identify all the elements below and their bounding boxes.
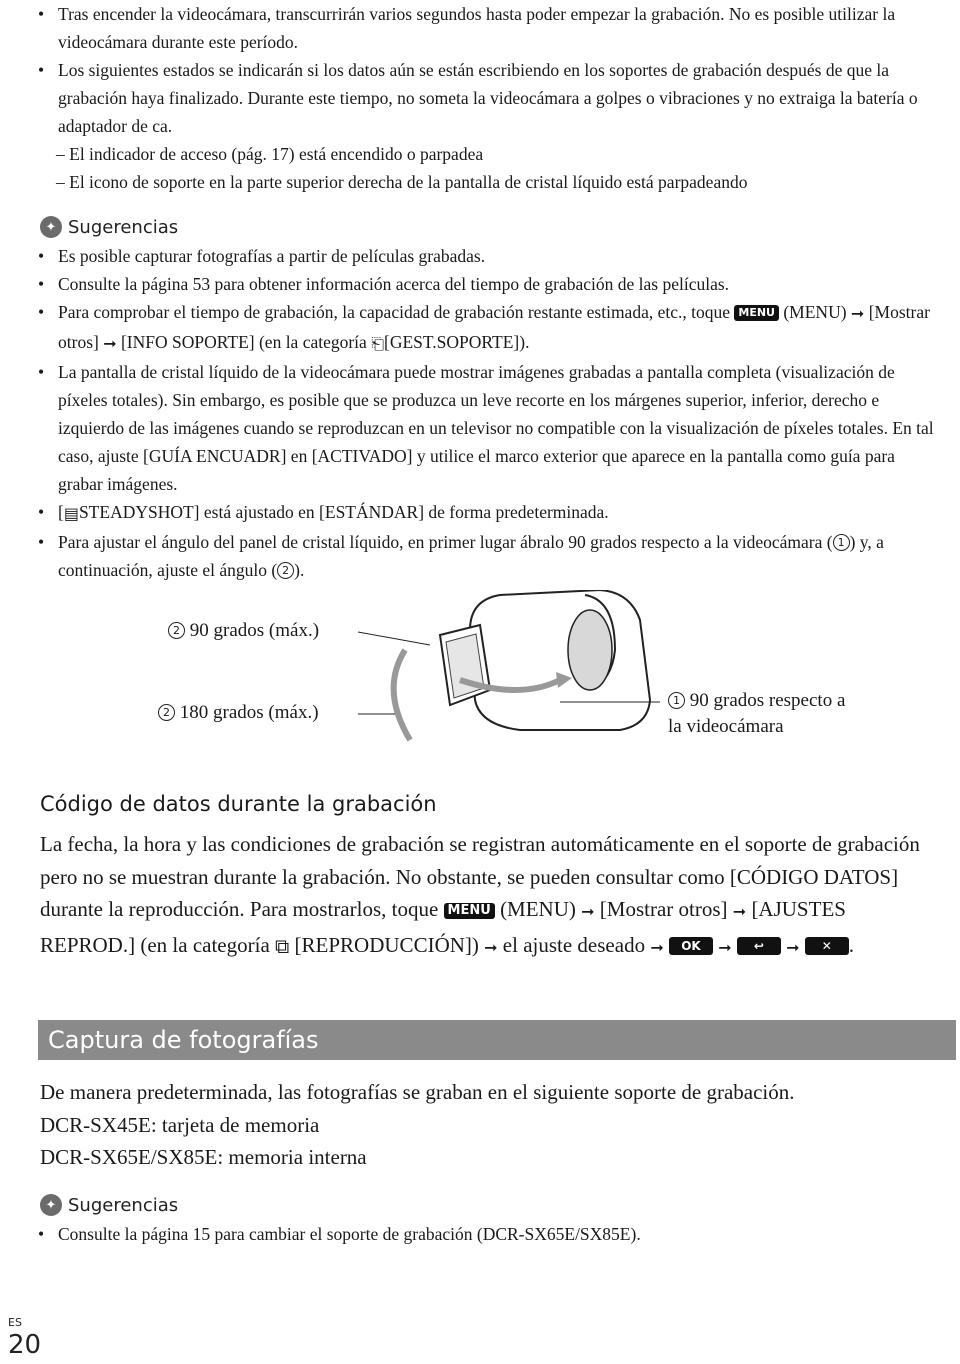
label-180-max: 2 180 grados (máx.) xyxy=(158,702,319,724)
arrow-right-icon: ➞ xyxy=(103,334,117,353)
bullet-item: • [▤STEADYSHOT] está ajustado en [ESTÁNDAR] de forma predeterminada. xyxy=(38,498,938,528)
bullet-item: • Los siguientes estados se indicarán si los datos aún se están escribiendo en los soportes de grabación después de que la grabación haya finalizado. Durante este tiempo, no someta la videocámara a golpes o vibraciones y no extraiga la batería o adaptador de ca. xyxy=(38,56,938,140)
close-icon: ✕ xyxy=(805,937,849,955)
circled-number-2: 2 xyxy=(277,562,294,579)
bullet-item: • Tras encender la videocámara, transcurrirán varios segundos hasta poder empezar la grabación. No es posible utilizar la videocámara durante este período. xyxy=(38,0,938,56)
bullet-item: • Para ajustar el ángulo del panel de cristal líquido, en primer lugar ábralo 90 grados respecto a la videocámara ( 1 ) y, a continuación, ajuste el ángulo ( 2 ). xyxy=(38,528,938,584)
bullet-item: • Para comprobar el tiempo de grabación, la capacidad de grabación restante estimada, etc., toque MENU (MENU) ➞ [Mostrar otros] ➞ [INFO SOPORTE] (en la categoría ⎗[GEST.SOPORTE]). xyxy=(38,298,938,358)
top-bullet-list xyxy=(38,0,938,140)
arrow-right-icon: ➞ xyxy=(718,937,732,957)
ok-button-icon: OK xyxy=(669,937,713,955)
bullet-item: • Consulte la página 15 para cambiar el soporte de grabación (DCR-SX65E/SX85E). xyxy=(38,1220,938,1248)
menu-key-icon: MENU xyxy=(444,903,495,919)
photo-line: DCR-SX45E: tarjeta de memoria xyxy=(40,1112,320,1137)
lcd-angle-diagram xyxy=(0,590,960,760)
media-management-icon: ⎗ xyxy=(371,334,385,353)
film-frame-icon: ▤ xyxy=(63,504,79,523)
tips-bullet-list xyxy=(38,242,938,584)
dash-item: – El icono de soporte en la parte superior derecha de la pantalla de cristal líquido está parpadeando xyxy=(56,172,748,192)
dash-item: – El indicador de acceso (pág. 17) está encendido o parpadea xyxy=(56,144,484,164)
section-title-data-code: Código de datos durante la grabación xyxy=(40,792,437,816)
label-90-camcorder-line2: la videocámara xyxy=(668,716,784,737)
circled-number-2: 2 xyxy=(168,622,185,639)
arrow-right-icon: ➞ xyxy=(786,937,800,957)
dash-item-text: El indicador de acceso (pág. 17) está encendido o parpadea xyxy=(69,144,484,164)
page-number: 20 xyxy=(8,1330,42,1360)
playback-icon: ⧉ xyxy=(275,933,290,958)
tips-heading xyxy=(40,1194,178,1216)
arrow-right-icon: ➞ xyxy=(650,937,664,957)
data-code-paragraph: La fecha, la hora y las condiciones de grabación se registran automáticamente en el soporte de grabación pero no se muestran durante la grabación. No obstante, se pueden consultar como [CÓDIGO DATOS] durante la reproducción. Para mostrarlos, toque MENU (MENU) ➞ [Mostrar otros] ➞ [AJUSTES REPROD.] (en la categoría ⧉ [REPRODUCCIÓN]) ➞ el ajuste deseado ➞ OK ➞ ↩ ➞ ✕ . xyxy=(40,828,940,964)
label-90-camcorder: 1 90 grados respecto a xyxy=(668,690,845,712)
label-90-max: 2 90 grados (máx.) xyxy=(168,620,319,642)
bullet-item: • Es posible capturar fotografías a partir de películas grabadas. xyxy=(38,242,938,270)
return-icon: ↩ xyxy=(737,937,781,955)
section-band-photo-capture: Captura de fotografías xyxy=(38,1020,956,1060)
photo-line: DCR-SX65E/SX85E: memoria interna xyxy=(40,1145,367,1169)
arrow-right-icon: ➞ xyxy=(732,902,747,921)
camcorder-illustration xyxy=(0,590,960,760)
lightbulb-icon: ✦ xyxy=(40,1194,62,1216)
tips-heading xyxy=(40,216,178,238)
arrow-right-icon: ➞ xyxy=(581,902,595,921)
arrow-right-icon: ➞ xyxy=(850,304,865,323)
lightbulb-icon: ✦ xyxy=(40,216,62,238)
dash-item-text: El icono de soporte en la parte superior derecha de la pantalla de cristal líquido está parpadeando xyxy=(69,172,748,192)
bullet-item: • La pantalla de cristal líquido de la videocámara puede mostrar imágenes grabadas a pantalla completa (visualización de píxeles totales). Sin embargo, es posible que se produzca un leve recorte en los márgenes superior, inferior, derecho e izquierdo de las imágenes cuando se reproduzcan en un televisor no compatible con la visualización de píxeles totales. En tal caso, ajuste [GUÍA ENCUADR] en [ACTIVADO] y utilice el marco exterior que aparece en la pantalla como guía para grabar imágenes. xyxy=(38,358,938,498)
photo-line: De manera predeterminada, las fotografías se graban en el siguiente soporte de grabación. xyxy=(40,1080,795,1104)
circled-number-1: 1 xyxy=(833,534,850,551)
circled-number-1: 1 xyxy=(668,692,685,709)
dash-list xyxy=(38,140,938,196)
tips-label: Sugerencias xyxy=(68,216,179,238)
circled-number-2: 2 xyxy=(158,704,175,721)
tips-bullet-list xyxy=(38,1220,938,1248)
tips-label: Sugerencias xyxy=(68,1194,179,1216)
arrow-right-icon: ➞ xyxy=(484,937,498,957)
bullet-item: • Consulte la página 53 para obtener información acerca del tiempo de grabación de las películas. xyxy=(38,270,938,298)
photo-paragraph xyxy=(40,1076,940,1174)
language-code: ES xyxy=(8,1316,22,1329)
menu-key-icon: MENU xyxy=(734,305,779,321)
